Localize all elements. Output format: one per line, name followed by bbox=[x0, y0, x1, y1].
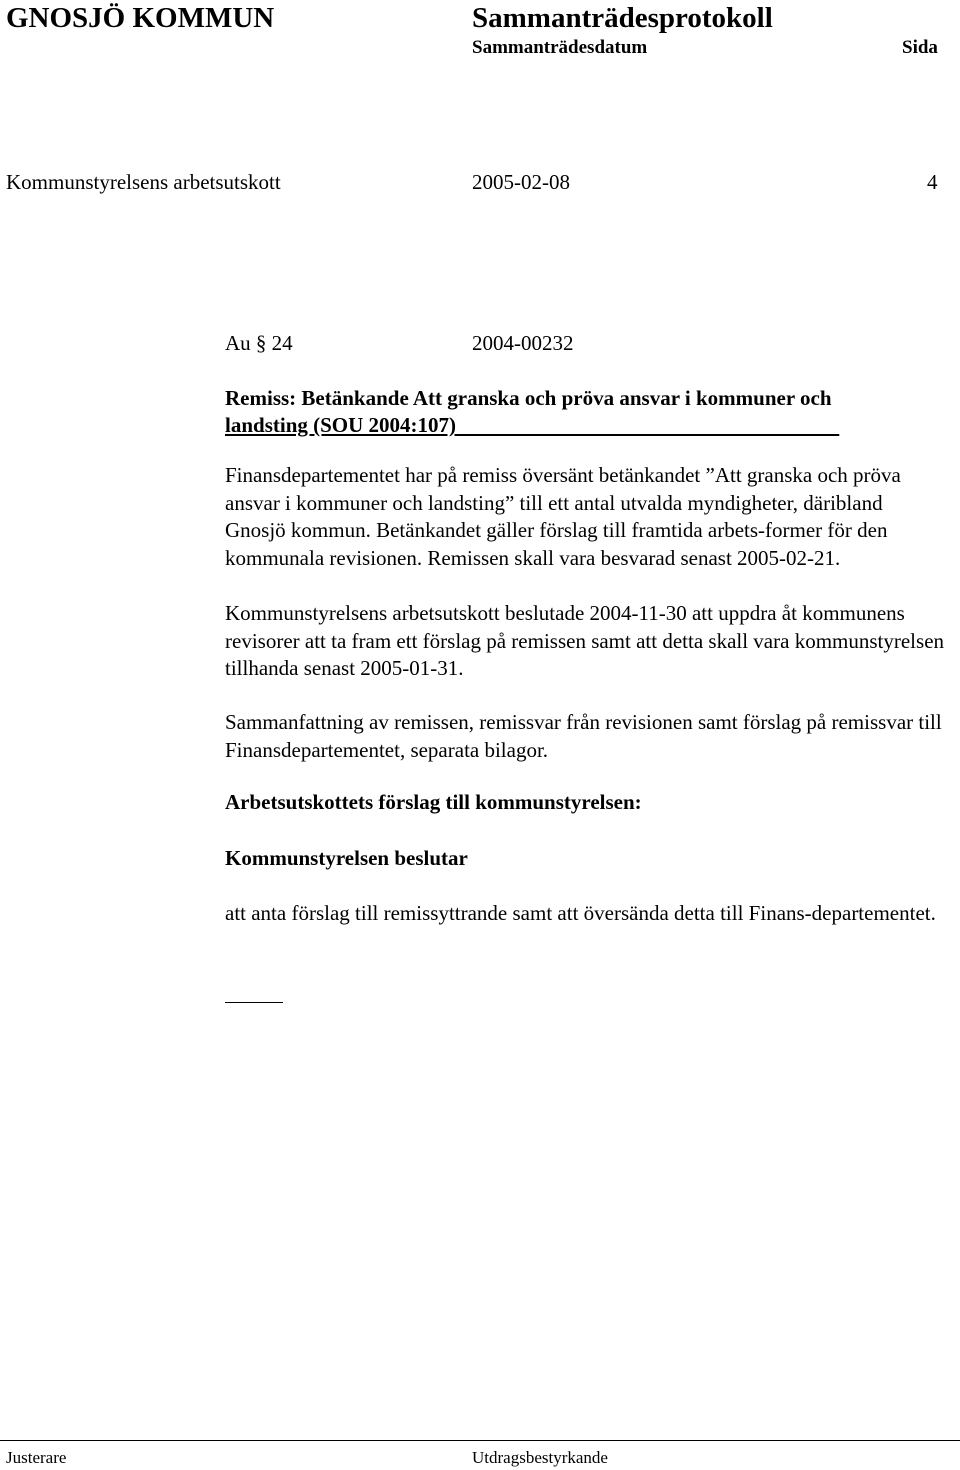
document-type: Sammanträdesprotokoll bbox=[472, 2, 773, 34]
decision-heading: Kommunstyrelsen beslutar bbox=[225, 846, 468, 870]
decision-text: att anta förslag till remissyttrande samt att översända detta till Finans-departementet. bbox=[225, 901, 936, 925]
paragraph-attachments: Sammanfattning av remissen, remissvar från revisionen samt förslag på remissvar till Finansdepartementet, separata bilagor. bbox=[225, 710, 942, 762]
item-title-line1: Remiss: Betänkande Att granska och pröva ansvar i kommuner och bbox=[225, 386, 832, 410]
footer-utdragsbestyrkande: Utdragsbestyrkande bbox=[472, 1448, 608, 1467]
footer-rule bbox=[0, 1440, 960, 1441]
case-number: 2004-00232 bbox=[472, 331, 574, 355]
organization-name: GNOSJÖ KOMMUN bbox=[6, 2, 275, 34]
paragraph-background: Finansdepartementet har på remiss översänt betänkandet ”Att granska och pröva ansvar i kommuner och landsting” till ett antal utvalda myndigheter, däribland Gnosjö kommun. Betänkandet gäller förslag till framtida arbets-former för den kommunala revisionen. Remissen skall vara besvarad senast 2005-02-21. bbox=[225, 463, 901, 570]
section-end-line bbox=[225, 1002, 283, 1003]
title-underline-fill bbox=[456, 413, 839, 437]
footer-justerare: Justerare bbox=[6, 1448, 67, 1467]
paragraph-previous-decision: Kommunstyrelsens arbetsutskott beslutade 2004-11-30 att uppdra åt kommunens revisorer att ta fram ett förslag på remissen samt att detta skall vara kommunstyrelsen tillhanda senast 2005-01-31. bbox=[225, 601, 945, 680]
item-title-line2 bbox=[225, 412, 945, 439]
meeting-date: 2005-02-08 bbox=[472, 170, 570, 194]
meeting-body: Kommunstyrelsens arbetsutskott bbox=[6, 170, 281, 194]
item-number: Au § 24 bbox=[225, 331, 293, 355]
item-title bbox=[225, 385, 945, 439]
page-number: 4 bbox=[927, 170, 938, 194]
proposal-heading: Arbetsutskottets förslag till kommunstyrelsen: bbox=[225, 790, 642, 814]
meeting-date-label: Sammanträdesdatum bbox=[472, 37, 648, 58]
page-label: Sida bbox=[902, 37, 938, 58]
item-title-line2-text: landsting (SOU 2004:107) bbox=[225, 413, 457, 437]
